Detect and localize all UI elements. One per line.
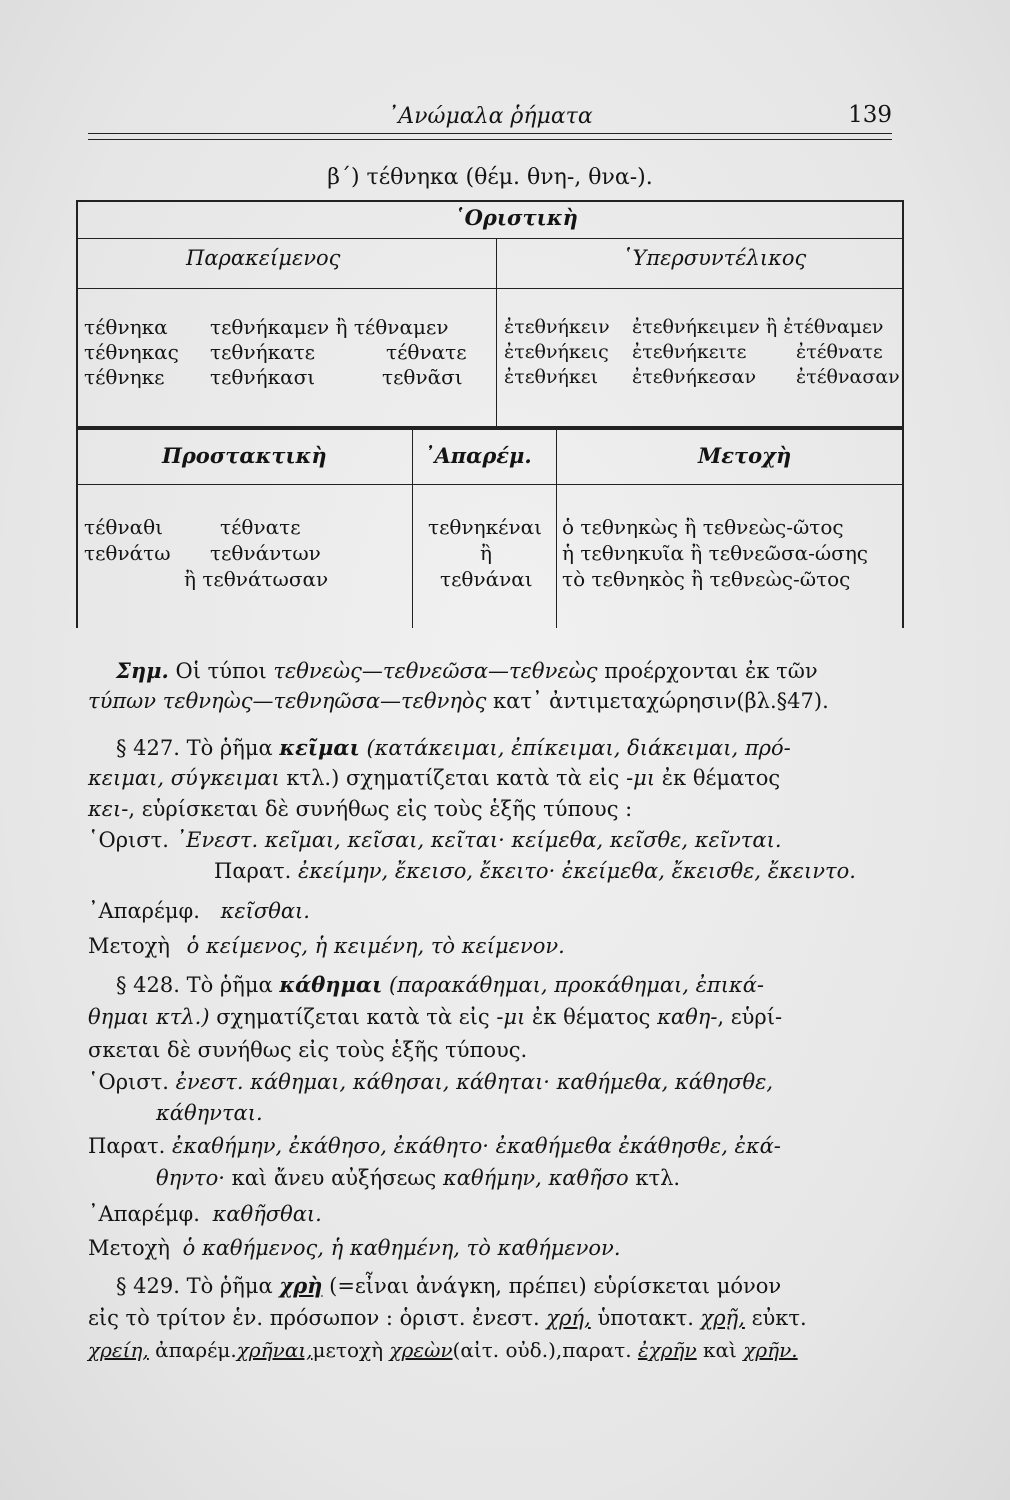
imperative-3pl: τεθνάντων xyxy=(210,541,321,565)
s427-part-label: Μετοχὴ xyxy=(88,934,170,958)
s429-line-1 xyxy=(116,1273,781,1298)
s427-inf-text: κεῖσθαι. xyxy=(220,899,310,923)
pluperfect-1sg: ἐτεθνήκειν xyxy=(504,316,610,338)
perfect-header: Παρακείμενος xyxy=(186,246,341,270)
note-text-1a: Οἱ τύποι xyxy=(175,659,267,683)
subheading: β΄) τέθνηκα (θέμ. θνη-, θνα-). xyxy=(327,165,653,190)
participle-masc: ὁ τεθνηκὼς ἢ τεθνεὼς-ῶτος xyxy=(562,515,844,539)
s429-text-2a: εἰς τὸ τρίτον ἑν. πρόσωπον : ὁριστ. ἐνεστ. xyxy=(88,1306,540,1330)
indicative-col-divider xyxy=(496,238,497,428)
s429-form-subj: χρῇ, xyxy=(700,1306,745,1330)
s429-form-opt: χρείη, xyxy=(88,1338,149,1362)
pluperfect-2pl-alt: ἐτέθνατε xyxy=(796,341,883,363)
s427-text-3b: , εὑρίσκεται δὲ συνήθως εἰς τοὺς ἑξῆς τύπους : xyxy=(128,797,633,821)
s427-participle xyxy=(88,934,565,958)
s428-infinitive xyxy=(88,1202,322,1226)
infinitive-or: ἢ xyxy=(480,541,492,565)
perfect-3pl-alt: τεθνᾶσι xyxy=(382,365,463,389)
indicative-rule-2 xyxy=(76,288,904,289)
s429-intro: § 429. Τὸ ῥῆμα xyxy=(116,1274,273,1298)
s428-indicative xyxy=(88,1070,773,1094)
s427-imp-label: Παρατ. xyxy=(214,859,292,883)
s428-text-3: σκεται δὲ συνήθως εἰς τοὺς ἑξῆς τύπους. xyxy=(88,1038,528,1062)
pluperfect-3sg: ἐτεθνήκει xyxy=(504,366,599,388)
imperative-2sg: τέθναθι xyxy=(84,515,164,539)
infinitive-1: τεθνηκέναι xyxy=(428,515,542,539)
s428-intro: § 428. Τὸ ῥῆμα xyxy=(116,973,273,997)
s428-imp-cont-d: κτλ. xyxy=(635,1166,681,1190)
s428-imp-label: Παρατ. xyxy=(88,1134,166,1158)
participle-header: Μετοχὴ xyxy=(698,443,792,468)
s427-stem: κει- xyxy=(88,797,129,821)
note-forms-2: τεθνηὼς—τεθνηῶσα—τεθνηὸς xyxy=(162,689,487,713)
imperative-3sg: τεθνάτω xyxy=(84,541,171,565)
running-header xyxy=(88,100,892,140)
participle-neut: τὸ τεθνηκὸς ἢ τεθνεὼς-ῶτος xyxy=(562,567,851,591)
note-line-1 xyxy=(116,658,818,683)
header-rule-bottom xyxy=(88,139,892,140)
s428-text-2f: , εὑρί- xyxy=(717,1005,783,1029)
s427-infinitive xyxy=(88,899,310,923)
infinitive-2: τεθνάναι xyxy=(440,567,533,591)
perfect-1sg: τέθνηκα xyxy=(84,315,168,339)
s429-verb: χρὴ xyxy=(279,1273,323,1298)
perfect-2pl: τεθνήκατε xyxy=(210,340,316,364)
imperative-3pl-alt: ἢ τεθνάτωσαν xyxy=(184,567,329,591)
table2-div-1 xyxy=(412,428,413,628)
s428-text-2b: σχηματίζεται κατὰ τὰ εἰς - xyxy=(216,1005,504,1029)
s428-stem: καθη- xyxy=(657,1005,718,1029)
s428-inf-text: καθῆσθαι. xyxy=(212,1202,322,1226)
s427-text-2d: ἐκ θέματος xyxy=(661,766,781,790)
note-text-2c: κατ᾿ ἀντιμεταχώρησιν(βλ.§47). xyxy=(493,689,829,713)
s429-text-3d: μετοχὴ xyxy=(312,1338,384,1362)
s429-line-3 xyxy=(88,1338,798,1362)
s428-compounds: (παρακάθημαι, προκάθημαι, ἐπικά- xyxy=(388,973,764,997)
s428-mi: μι xyxy=(503,1005,526,1029)
table2-right xyxy=(902,428,904,628)
s429-form-chre: χρή, xyxy=(546,1306,591,1330)
s429-form-part: χρεὼν xyxy=(389,1338,453,1362)
s428-imp-text: ἐκαθήμην, ἐκάθησο, ἐκάθητο· ἐκαθήμεθα ἐκάθησθε, ἐκά- xyxy=(172,1134,781,1158)
s427-text-2b: κτλ.) σχηματίζεται κατὰ τὰ εἰς - xyxy=(286,766,634,790)
s428-ind-label: ῾Οριστ. xyxy=(88,1070,169,1094)
s429-line-2 xyxy=(88,1306,807,1330)
indicative-table-border xyxy=(76,200,904,428)
imperative-2pl: τέθνατε xyxy=(220,515,301,539)
s429-text-3f: (αἰτ. οὐδ.),παρατ. xyxy=(452,1338,632,1362)
s427-line-2 xyxy=(88,766,780,790)
s427-imperfect xyxy=(214,859,856,883)
s427-verb: κεῖμαι xyxy=(279,735,360,760)
pluperfect-3pl: ἐτεθνήκεσαν xyxy=(632,366,756,388)
s427-indicative xyxy=(88,828,782,852)
table2-div-2 xyxy=(556,428,557,628)
s427-compounds: (κατάκειμαι, ἐπίκειμαι, διάκειμαι, πρό- xyxy=(366,736,791,760)
table2-left xyxy=(76,428,78,628)
s428-line-3 xyxy=(88,1038,527,1062)
imperative-header: Προστακτικὴ xyxy=(162,443,327,468)
s428-part-text: ὁ καθήμενος, ἡ καθημένη, τὸ καθήμενον. xyxy=(182,1236,621,1260)
perfect-1pl: τεθνήκαμεν ἢ τέθναμεν xyxy=(210,315,449,339)
pluperfect-2sg: ἐτεθνήκεις xyxy=(504,341,609,363)
s427-ind-label: ῾Οριστ. xyxy=(88,828,169,852)
indicative-rule-1 xyxy=(76,238,904,239)
s427-part-text: ὁ κείμενος, ἡ κειμένη, τὸ κείμενον. xyxy=(186,934,565,958)
pluperfect-header: ῾Υπερσυντέλικος xyxy=(622,246,807,270)
s427-intro: § 427. Τὸ ῥῆμα xyxy=(116,736,273,760)
s429-text-2e: εὐκτ. xyxy=(751,1306,807,1330)
s429-text-1b: (=εἶναι ἀνάγκη, πρέπει) εὑρίσκεται μόνον xyxy=(329,1274,782,1298)
s427-inf-label: ᾿Απαρέμφ. xyxy=(88,899,200,923)
indicative-mood-header: ῾Οριστικὴ xyxy=(454,205,578,230)
s427-ind-text: ᾿Ενεστ. κεῖμαι, κεῖσαι, κεῖται· κείμεθα, κεῖσθε, κεῖνται. xyxy=(175,828,782,852)
s428-text-2d: ἐκ θέματος xyxy=(532,1005,651,1029)
s428-verb: κάθημαι xyxy=(279,972,383,997)
table2-rule xyxy=(76,484,904,485)
s429-form-imp1: ἐχρῆν xyxy=(637,1338,697,1362)
note-label: Σημ. xyxy=(116,658,169,683)
s428-inf-label: ᾿Απαρέμφ. xyxy=(88,1202,200,1226)
s428-participle xyxy=(88,1236,621,1260)
s428-imp-cont xyxy=(156,1166,680,1190)
s428-part-label: Μετοχὴ xyxy=(88,1236,170,1260)
perfect-2pl-alt: τέθνατε xyxy=(386,340,467,364)
s427-line-3 xyxy=(88,797,632,821)
running-title: ᾿Ανώμαλα ῥήματα xyxy=(387,104,593,129)
note-line-2 xyxy=(88,689,829,713)
pluperfect-2pl: ἐτεθνήκειτε xyxy=(632,341,747,363)
pluperfect-3pl-alt: ἐτέθνασαν xyxy=(796,366,900,388)
s428-compounds-2: θημαι κτλ.) xyxy=(88,1005,210,1029)
perfect-3sg: τέθνηκε xyxy=(84,365,165,389)
s428-imp-cont-a: θηντο· xyxy=(156,1166,225,1190)
s427-compounds-2: κειμαι, σύγκειμαι xyxy=(88,766,280,790)
s427-mi: μι xyxy=(633,766,656,790)
s428-ind-cont: κάθηνται. xyxy=(156,1101,263,1125)
pluperfect-1pl: ἐτεθνήκειμεν ἢ ἐτέθναμεν xyxy=(632,316,884,338)
perfect-3pl: τεθνήκασι xyxy=(210,365,316,389)
s429-text-3h: καὶ xyxy=(703,1338,737,1362)
note-text-2a: τύπων xyxy=(88,689,157,713)
s428-imperfect xyxy=(88,1134,781,1158)
s429-text-3b: ἀπαρέμ. xyxy=(155,1338,237,1362)
s428-imp-cont-b: καὶ ἄνευ αὐξήσεως xyxy=(231,1166,437,1190)
page-number: 139 xyxy=(848,102,892,128)
table2-top xyxy=(76,428,904,430)
infinitive-header: ᾿Απαρέμ. xyxy=(424,443,532,468)
perfect-2sg: τέθνηκας xyxy=(84,340,179,364)
note-text-1c: προέρχονται ἐκ τῶν xyxy=(604,659,818,683)
participle-fem: ἡ τεθνηκυῖα ἢ τεθνεῶσα-ώσης xyxy=(562,541,869,565)
header-rule-top xyxy=(88,133,892,134)
s427-line-1 xyxy=(116,735,791,760)
s429-form-inf: χρῆναι, xyxy=(236,1338,313,1362)
note-forms-1: τεθνεὼς—τεθνεῶσα—τεθνεὼς xyxy=(273,659,598,683)
s428-line-1 xyxy=(116,972,764,997)
s428-ind-text: ἐνεστ. κάθημαι, κάθησαι, κάθηται· καθήμεθα, κάθησθε, xyxy=(175,1070,774,1094)
s429-form-imp2: χρῆν. xyxy=(743,1338,798,1362)
s428-imp-cont-c: καθήμην, καθῆσο xyxy=(443,1166,629,1190)
s427-imp-text: ἐκείμην, ἔκεισο, ἔκειτο· ἐκείμεθα, ἔκεισθε, ἔκειντο. xyxy=(298,859,856,883)
s429-text-2c: ὑποτακτ. xyxy=(597,1306,694,1330)
s428-line-2 xyxy=(88,1005,782,1029)
